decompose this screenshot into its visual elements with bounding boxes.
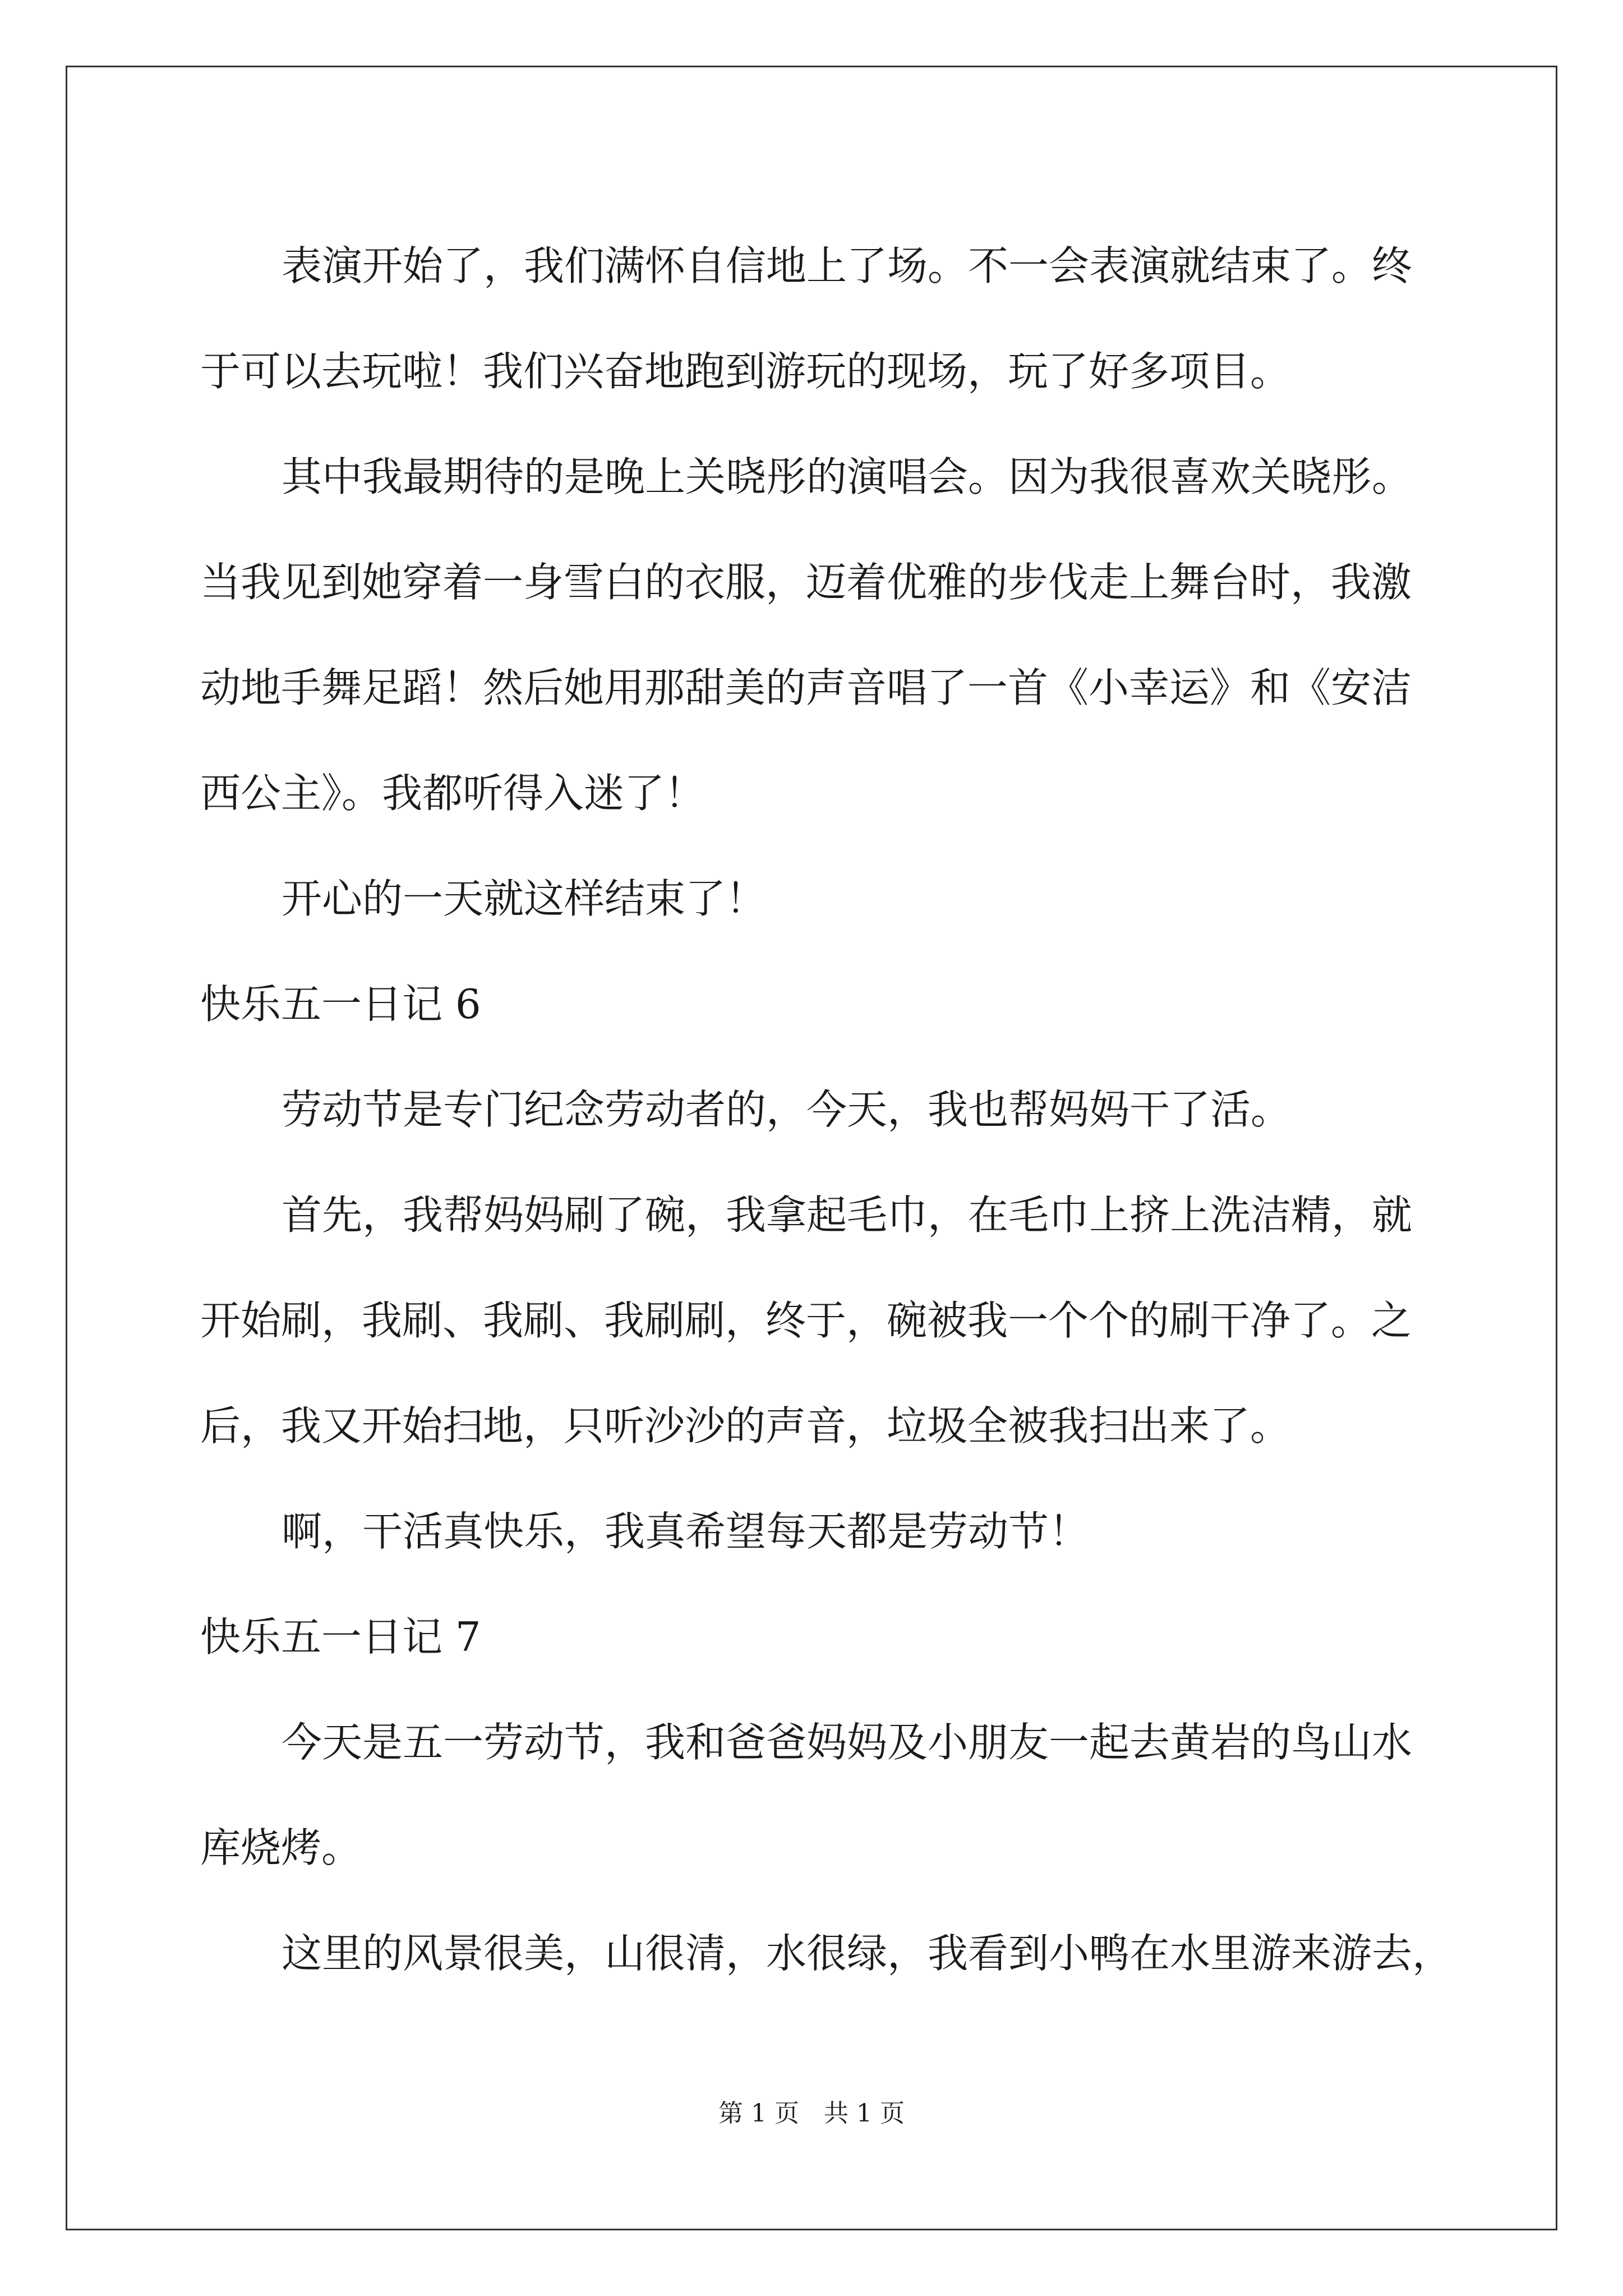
text-line: 开心的一天就这样结束了！ (282, 875, 767, 922)
text-line: 啊，干活真快乐，我真希望每天都是劳动节！ (282, 1508, 1090, 1555)
section-heading: 快乐五一日记 7 (200, 1613, 481, 1660)
page-footer: 第 1 页 共 1 页 (718, 2099, 905, 2128)
text-line: 这里的风景很美，山很清，水很绿，我看到小鸭在水里游来游去， (282, 1930, 1453, 1977)
text-line: 西公主》。我都听得入迷了！ (200, 770, 706, 817)
text-line: 当我见到她穿着一身雪白的衣服，迈着优雅的步伐走上舞台时，我激 (200, 559, 1412, 606)
text-line: 今天是五一劳动节，我和爸爸妈妈及小朋友一起去黄岩的鸟山水 (282, 1719, 1413, 1766)
text-line: 开始刷，我刷、我刷、我刷刷，终于，碗被我一个个的刷干净了。之 (200, 1297, 1412, 1344)
text-line: 其中我最期待的是晚上关晓彤的演唱会。因为我很喜欢关晓彤。 (282, 453, 1413, 500)
text-line: 劳动节是专门纪念劳动者的，今天，我也帮妈妈干了活。 (282, 1086, 1292, 1133)
text-line: 后，我又开始扫地，只听沙沙的声音，垃圾全被我扫出来了。 (200, 1402, 1291, 1450)
text-line: 首先，我帮妈妈刷了碗，我拿起毛巾，在毛巾上挤上洗洁精，就 (282, 1191, 1413, 1239)
text-line: 动地手舞足蹈！然后她用那甜美的声音唱了一首《小幸运》和《安洁 (200, 664, 1412, 711)
text-line: 于可以去玩啦！我们兴奋地跑到游玩的现场，玩了好多项目。 (200, 348, 1291, 395)
text-line: 表演开始了，我们满怀自信地上了场。不一会表演就结束了。终 (282, 242, 1413, 289)
section-heading: 快乐五一日记 6 (200, 981, 481, 1028)
text-line: 库烧烤。 (200, 1824, 362, 1871)
document-body (200, 213, 1453, 2006)
